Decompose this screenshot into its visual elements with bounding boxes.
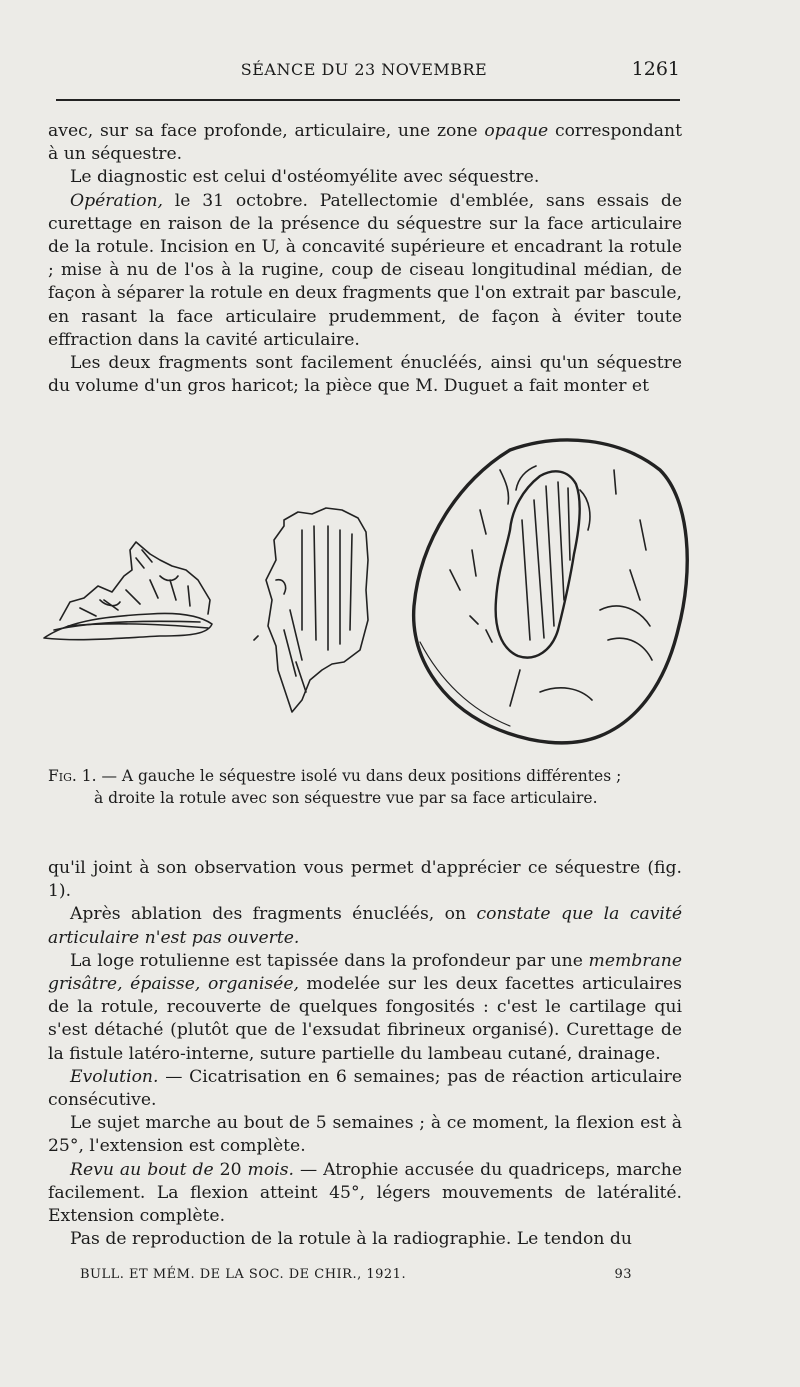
caption-line-1: Fig. 1. — A gauche le séquestre isolé vu dans deux positions différentes ; — [48, 767, 622, 785]
header-rule — [56, 99, 680, 101]
journal-reference: BULL. ET MÉM. DE LA SOC. DE CHIR., 1921. — [80, 1267, 407, 1282]
paragraph: Le diagnostic est celui d'ostéomyélite avec séquestre. — [70, 167, 540, 188]
paragraph: Après ablation des fragments énucléés, on constate que la cavité articulaire n'est pas ouverte. — [48, 904, 682, 948]
text-block-bottom — [48, 857, 682, 1251]
running-header — [48, 60, 680, 86]
paragraph: Les deux fragments sont facilement énucléés, ainsi qu'un séquestre du volume d'un gros haricot; la pièce que M. Duguet a fait monter et — [48, 353, 682, 397]
page-footer — [80, 1267, 632, 1282]
text-block-top — [48, 120, 682, 398]
figure-label: Fig. 1. — [48, 767, 97, 785]
signature-mark: 93 — [614, 1267, 632, 1282]
figure-caption — [48, 765, 682, 809]
paragraph: Evolution. — Cicatrisation en 6 semaines; pas de réaction articulaire consécutive. — [48, 1066, 682, 1111]
paragraph: Revu au bout de 20 mois. — Atrophie accusée du quadriceps, marche facilement. La flexion atteint 45°, légers mouvements de latéralité. Extension complète. — [48, 1159, 682, 1227]
paragraph: La loge rotulienne est tapissée dans la profondeur par une membrane grisâtre, épaisse, organisée, modelée sur les deux facettes articulaires de la rotule, recouverte de quelques fongosités : c'est le cartilage qui s'est détaché (plutôt que de l'exsudat fibrineux organisé). Curettage de la fistule latéro-interne, suture partielle du lambeau cutané, drainage. — [48, 950, 682, 1064]
sequestrum-side-view-drawing — [44, 542, 212, 640]
header-title: SÉANCE DU 23 NOVEMBRE — [240, 60, 488, 79]
page-number: 1261 — [631, 58, 680, 80]
sequestrum-flat-view-drawing — [254, 508, 368, 712]
figure-drawing — [40, 430, 700, 750]
paragraph: Opération, le 31 octobre. Patellectomie d'emblée, sans essais de curettage en raison de la présence du séquestre sur la face articulaire de la rotule. Incision en U, à concavité supérieure et encadrant la rotule ; mise à nu de l'os à la rugine, coup de ciseau longitudinal médian, de façon à séparer la rotule en deux fragments que l'on extrait par bascule, en rasant la face articulaire prudemment, de façon à éviter toute effraction dans la cavité articulaire. — [48, 190, 682, 350]
paragraph: avec, sur sa face profonde, articulaire, une zone opaque correspondant à un séquestre. — [48, 121, 682, 165]
paragraph: Pas de reproduction de la rotule à la radiographie. Le tendon du — [70, 1229, 632, 1250]
patella-with-sequestrum-drawing — [414, 440, 688, 743]
paragraph: Le sujet marche au bout de 5 semaines ; à ce moment, la flexion est à 25°, l'extension est complète. — [48, 1113, 682, 1157]
paragraph: qu'il joint à son observation vous permet d'apprécier ce séquestre (fig. 1). — [48, 858, 682, 902]
caption-line-2: à droite la rotule avec son séquestre vue par sa face articulaire. — [94, 789, 598, 807]
figure-1 — [40, 430, 700, 750]
